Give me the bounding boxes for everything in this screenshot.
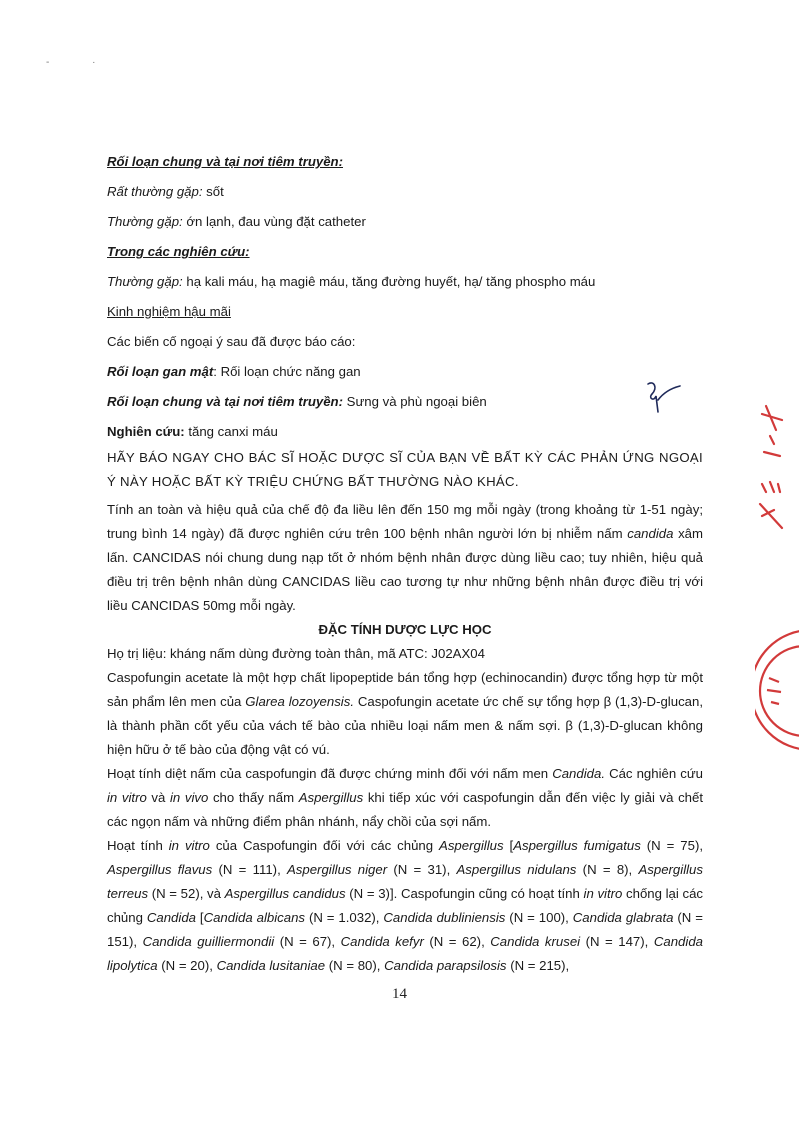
postmarketing-intro: Các biến cố ngoại ý sau đã được báo cáo: [107,334,356,349]
species-c-krusei: Candida krusei [490,934,581,949]
in-vivo-term: in vivo [170,790,209,805]
invitro-text-2: của Caspofungin đối với các chủng [209,838,440,853]
general-line-2 [107,390,703,414]
activity-candida: Candida. [552,766,605,781]
aspergillus-term: Aspergillus [298,790,364,805]
count-c-albicans: (N = 1.032), [305,910,384,925]
common-line-2 [107,270,703,294]
very-common-text: sốt [202,184,224,199]
very-common-line [107,180,703,204]
common-label-1: Thường gặp: [107,214,183,229]
candida-genus: Candida [146,910,196,925]
common-line-1 [107,210,703,234]
safety-candida: candida [627,526,674,541]
species-a-candidus: Aspergillus candidus [224,886,346,901]
species-c-lipolytica: Candida lipolytica [107,934,703,973]
count-c-glabrata: (N = 151), [107,910,703,949]
count-a-candidus: (N = 3)]. Caspofungin cũng có hoạt tính [345,886,584,901]
activity-text-1: Hoạt tính diệt nấm của caspofungin đã được chứng minh đối với nấm men [107,766,553,781]
safety-text-1: Tính an toàn và hiệu quả của chế độ đa liều lên đến 150 mg mỗi ngày (trong khoảng từ 1-51 ngày; trung bình 14 ngày) đã được nghiên cứu trên 100 bệnh nhân người lớn bị nhiễm nấm [107,502,703,541]
count-a-niger: (N = 31), [387,862,457,877]
caspofungin-paragraph [107,666,703,762]
glarea-name: Glarea lozoyensis. [245,694,354,709]
caspo-text-2: Caspofungin acetate ức chế sự tổng hợp β (1,3)-D-glucan, là thành phần cốt yếu của vách tế bào của nhiều loại nấm men & nấm sợi. β (1,3)-D-glucan không hiện hữu ở tế bào của động vật có vú. [107,694,703,757]
general-disorders-heading: Rối loạn chung và tại nơi tiêm truyền: [107,154,343,169]
species-c-dubliniensis: Candida dubliniensis [383,910,506,925]
species-a-fumigatus: Aspergillus fumigatus [513,838,641,853]
count-a-fumigatus: (N = 75), [640,838,703,853]
caspo-text-1: Caspofungin acetate là một hợp chất lipopeptide bán tổng hợp (echinocandin) được tổng hợp từ một sản phẩm lên men của [107,670,703,709]
page-number: 14 [392,986,407,1002]
species-a-niger: Aspergillus niger [287,862,388,877]
invitro-bracket: [ [503,838,514,853]
handwritten-signature [640,378,690,418]
investigations-line [107,420,703,444]
species-c-lusitaniae: Candida lusitaniae [216,958,326,973]
count-c-lusitaniae: (N = 80), [325,958,385,973]
in-vitro-term-2: in vitro [168,838,210,853]
activity-text-3: cho thấy nấm [208,790,299,805]
invitro-paragraph [107,834,703,978]
species-a-terreus: Aspergillus terreus [107,862,703,901]
candida-bracket: [ [195,910,204,925]
pharmacodynamics-title: ĐẶC TÍNH DƯỢC LỰC HỌC [318,622,492,637]
species-c-albicans: Candida albicans [203,910,306,925]
common-text-2: hạ kali máu, hạ magiê máu, tăng đường huyết, hạ/ tăng phospho máu [182,274,596,289]
stamp-seal [755,620,799,760]
species-c-parapsilosis: Candida parapsilosis [384,958,507,973]
in-vitro-term: in vitro [107,790,147,805]
stamp-edge-mark [752,400,792,540]
species-c-guilliermondii: Candida guilliermondii [142,934,275,949]
count-c-parapsilosis: (N = 215), [506,958,570,973]
activity-paragraph [107,762,703,834]
safety-paragraph [107,498,703,618]
activity-and: và [146,790,170,805]
studies-heading: Trong các nghiên cứu: [107,244,250,259]
page-content [107,150,703,978]
in-vitro-term-3: in vitro [583,886,623,901]
hepatobiliary-label: Rối loạn gan mật [107,364,214,379]
common-label-2: Thường gặp: [107,274,183,289]
count-a-terreus: (N = 52), và [148,886,225,901]
safety-text-2: xâm lấn. CANCIDAS nói chung dung nạp tốt ở nhóm bệnh nhân được dùng liều cao; tuy nhiên, hiệu quả điều trị trên bệnh nhân dùng CANCIDAS liều cao tương tự như những bệnh nhân được điều trị với liều CANCIDAS 50mg mỗi ngày. [107,526,703,613]
count-c-lipolytica: (N = 20), [157,958,217,973]
margin-marks: - · [46,57,116,68]
count-a-flavus: (N = 111), [212,862,287,877]
count-a-nidulans: (N = 8), [576,862,639,877]
hepatobiliary-text: : Rối loạn chức năng gan [213,364,361,379]
investigations-text: tăng canxi máu [184,424,278,439]
invitro-aspergillus: Aspergillus [439,838,504,853]
investigations-label: Nghiên cứu: [107,424,185,439]
very-common-label: Rất thường gặp: [107,184,203,199]
atc-line: Họ trị liệu: kháng nấm dùng đường toàn thân, mã ATC: J02AX04 [107,646,485,661]
warning-caps: HÃY BÁO NGAY CHO BÁC SĨ HOẶC DƯỢC SĨ CỦA BẠN VỀ BẤT KỲ CÁC PHẢN ỨNG NGOẠI Ý NÀY HOẶC BẤT KỲ TRIỆU CHỨNG BẤT THƯỜNG NÀO KHÁC. [107,450,703,489]
count-c-guilliermondii: (N = 67), [274,934,341,949]
invitro-text-1: Hoạt tính [107,838,169,853]
species-c-glabrata: Candida glabrata [572,910,674,925]
hepatobiliary-line [107,360,703,384]
general-text-2: Sưng và phù ngoại biên [343,394,487,409]
general-label-2: Rối loạn chung và tại nơi tiêm truyền: [107,394,343,409]
against-text: chống lại các chủng [107,886,704,925]
species-a-flavus: Aspergillus flavus [107,862,213,877]
common-text-1: ớn lạnh, đau vùng đặt catheter [182,214,366,229]
activity-text-2: Các nghiên cứu [605,766,703,781]
count-c-dubliniensis: (N = 100), [505,910,573,925]
count-c-kefyr: (N = 62), [423,934,491,949]
species-c-kefyr: Candida kefyr [340,934,424,949]
postmarketing-heading: Kinh nghiệm hậu mãi [107,304,231,319]
count-c-krusei: (N = 147), [580,934,654,949]
species-a-nidulans: Aspergillus nidulans [456,862,577,877]
activity-text-4: khi tiếp xúc với caspofungin dẫn đến việc ly giải và chết các ngọn nấm và những điểm phân nhánh, nẩy chồi của sợi nấm. [107,790,703,829]
